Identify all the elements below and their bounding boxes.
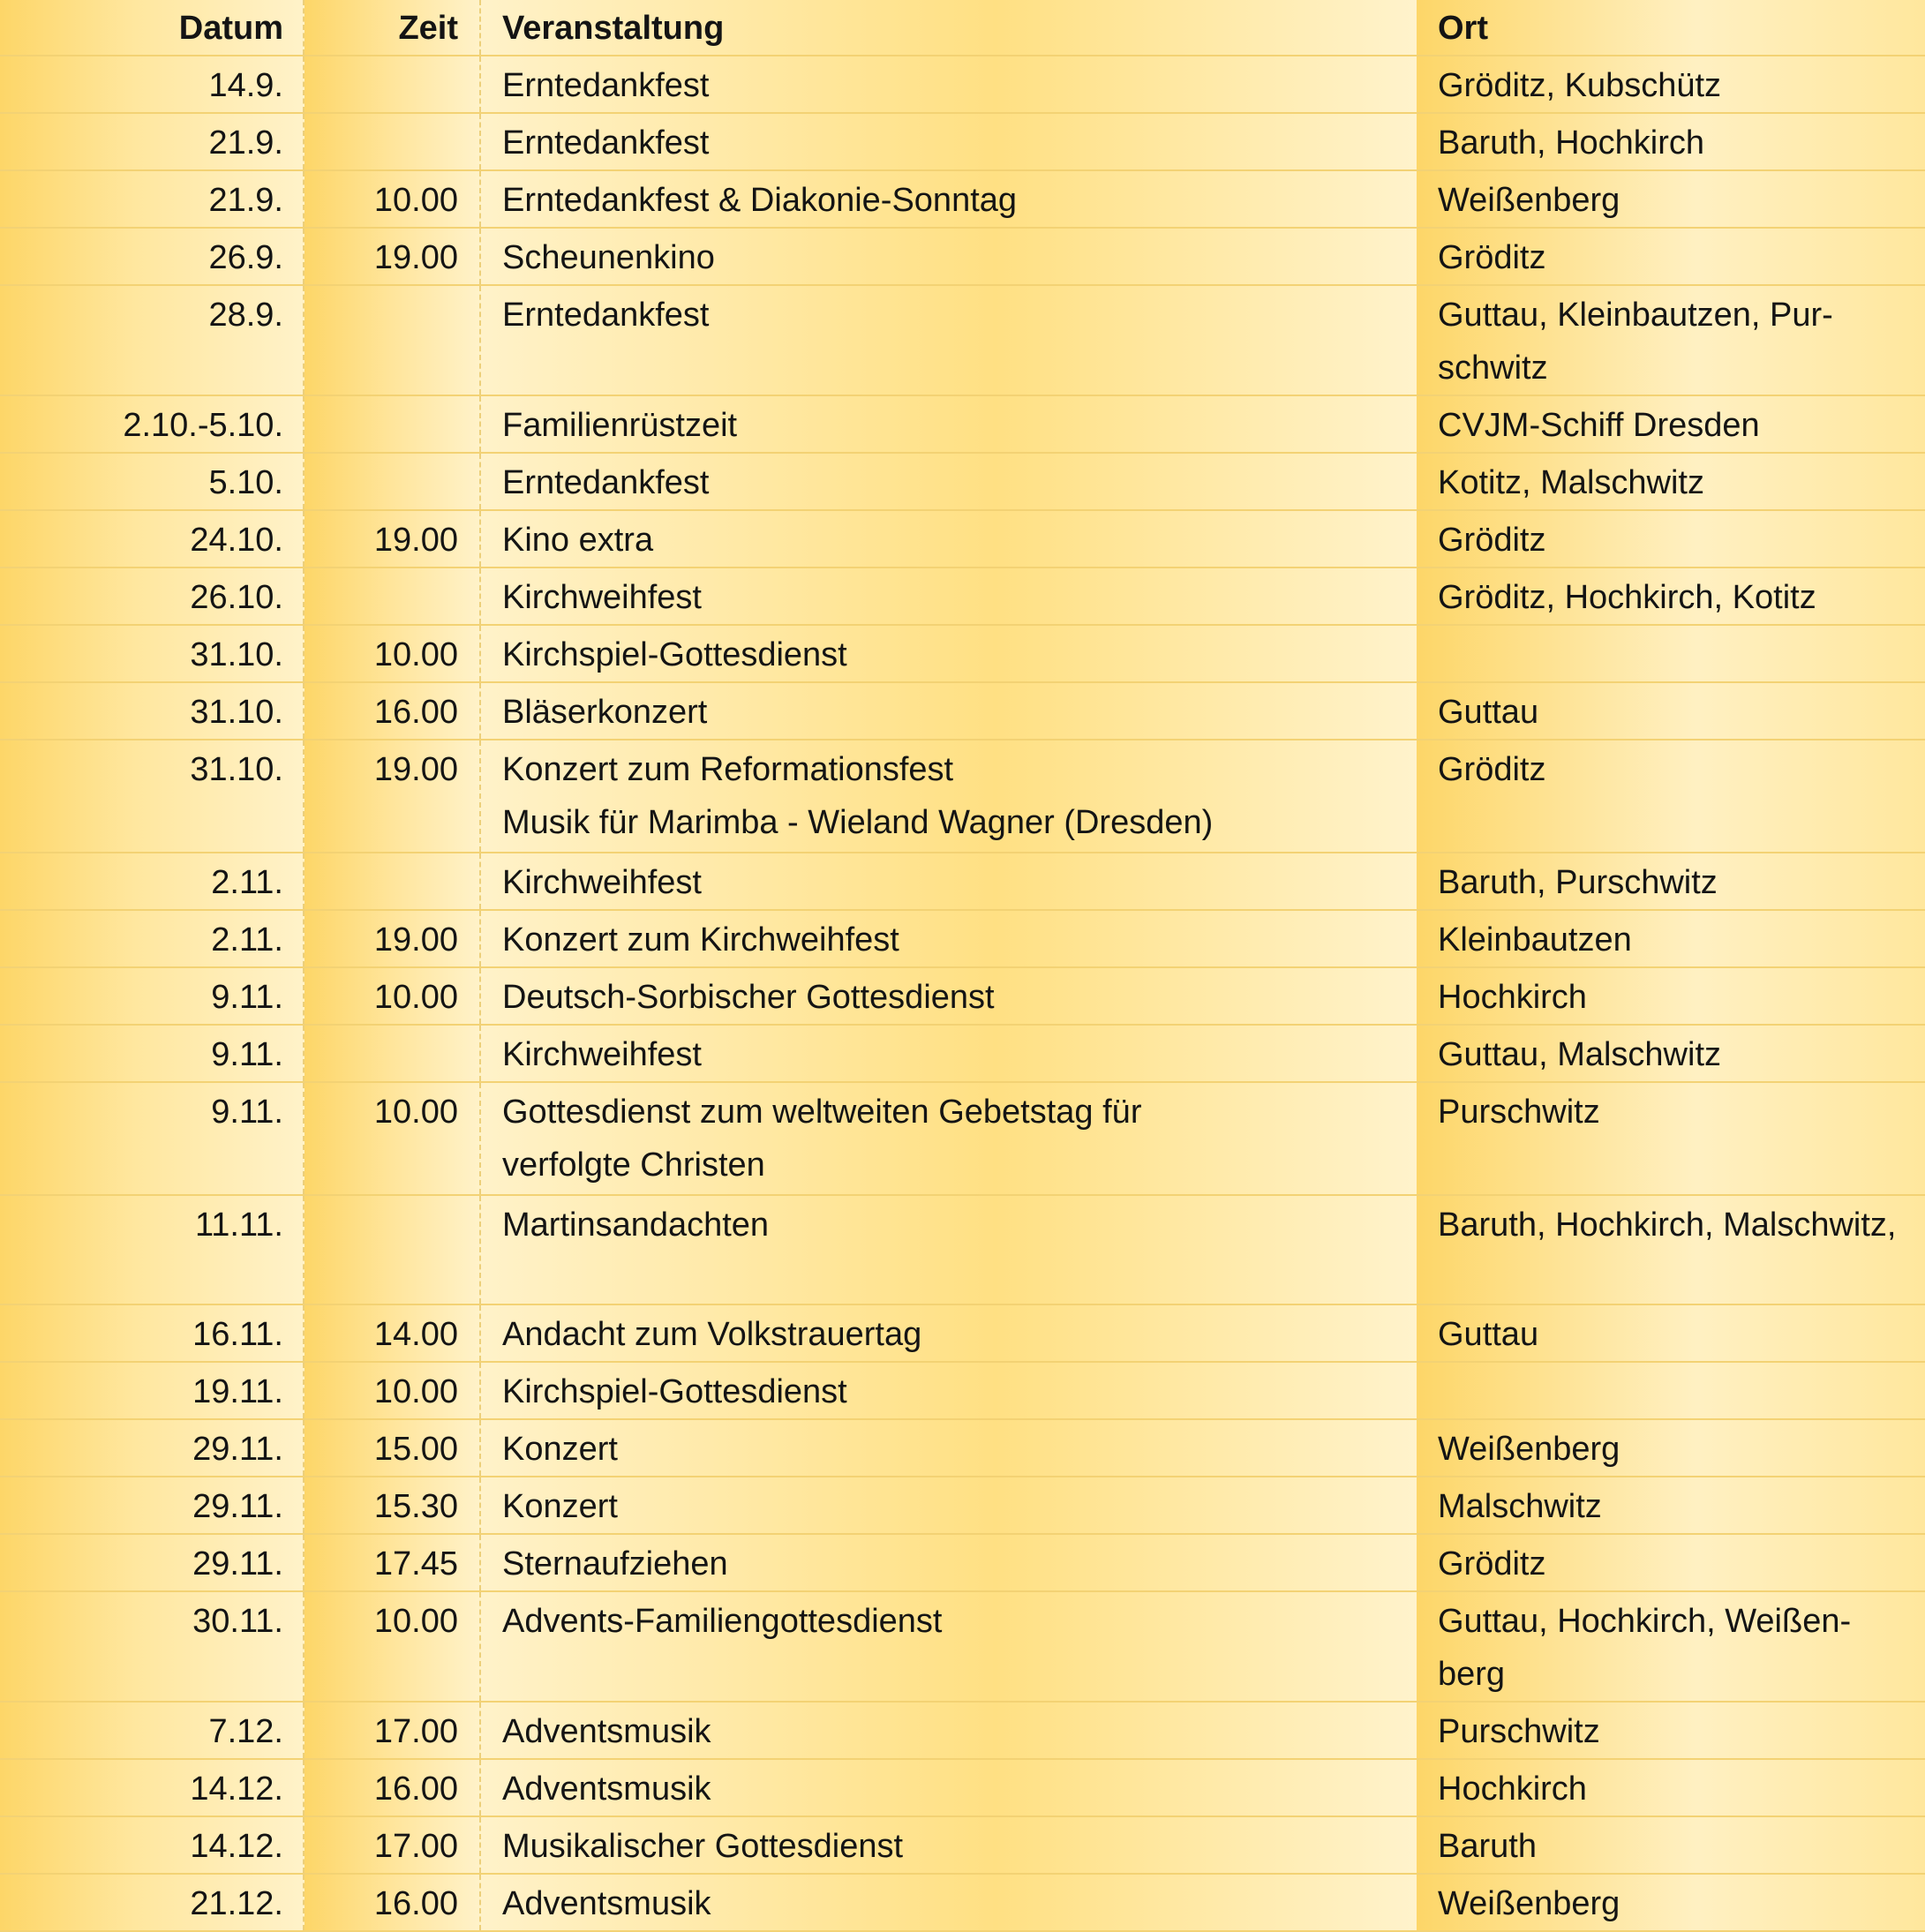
- cell-ort: Baruth, Purschwitz: [1417, 853, 1925, 910]
- cell-ort: Baruth, Hochkirch, Malschwitz,: [1417, 1195, 1925, 1304]
- table-row: [0, 1759, 1925, 1816]
- cell-ort: Weißenberg: [1417, 170, 1925, 228]
- cell-zeit: 10.00: [304, 1362, 480, 1419]
- cell-veranstaltung: Andacht zum Volkstrauertag: [480, 1304, 1417, 1362]
- header-row: [0, 0, 1925, 56]
- table-row: [0, 1304, 1925, 1362]
- cell-datum: 31.10.: [0, 740, 304, 853]
- table-body: [0, 56, 1925, 1931]
- table-row: [0, 1082, 1925, 1195]
- cell-veranstaltung: Erntedankfest: [480, 285, 1417, 395]
- cell-veranstaltung: Martinsandachten: [480, 1195, 1417, 1304]
- cell-veranstaltung: Familienrüstzeit: [480, 395, 1417, 453]
- table-row: [0, 967, 1925, 1025]
- table-row: [0, 1195, 1925, 1304]
- cell-veranstaltung: Bläserkonzert: [480, 682, 1417, 740]
- cell-zeit: 10.00: [304, 1591, 480, 1702]
- cell-datum: 26.9.: [0, 228, 304, 285]
- table-row: [0, 228, 1925, 285]
- table-row: [0, 740, 1925, 853]
- table-row: [0, 853, 1925, 910]
- table-row: [0, 1419, 1925, 1477]
- cell-datum: 30.11.: [0, 1591, 304, 1702]
- cell-datum: 14.9.: [0, 56, 304, 113]
- cell-ort: Gröditz: [1417, 740, 1925, 853]
- cell-zeit: 15.30: [304, 1477, 480, 1534]
- cell-veranstaltung: Adventsmusik: [480, 1874, 1417, 1931]
- cell-zeit: [304, 853, 480, 910]
- cell-zeit: 19.00: [304, 510, 480, 568]
- cell-veranstaltung: Kino extra: [480, 510, 1417, 568]
- cell-zeit: 16.00: [304, 1759, 480, 1816]
- table-row: [0, 910, 1925, 967]
- cell-datum: 21.9.: [0, 170, 304, 228]
- table-row: [0, 113, 1925, 170]
- cell-zeit: 19.00: [304, 228, 480, 285]
- cell-zeit: 19.00: [304, 740, 480, 853]
- cell-zeit: [304, 1195, 480, 1304]
- cell-zeit: 17.00: [304, 1702, 480, 1759]
- cell-ort: Gröditz: [1417, 228, 1925, 285]
- table-row: [0, 1702, 1925, 1759]
- cell-ort: Guttau, Malschwitz: [1417, 1025, 1925, 1082]
- cell-ort: CVJM-Schiff Dresden: [1417, 395, 1925, 453]
- cell-datum: 21.12.: [0, 1874, 304, 1931]
- header-datum: Datum: [0, 0, 304, 56]
- cell-ort: [1417, 1362, 1925, 1419]
- cell-zeit: [304, 453, 480, 510]
- cell-ort: Gröditz: [1417, 1534, 1925, 1591]
- cell-veranstaltung: Kirchspiel-Gottesdienst: [480, 1362, 1417, 1419]
- header-zeit: Zeit: [304, 0, 480, 56]
- cell-ort: Purschwitz: [1417, 1082, 1925, 1195]
- cell-datum: 29.11.: [0, 1419, 304, 1477]
- cell-veranstaltung: Advents-Familiengottesdienst: [480, 1591, 1417, 1702]
- cell-ort: Purschwitz: [1417, 1702, 1925, 1759]
- cell-veranstaltung: Kirchweihfest: [480, 568, 1417, 625]
- table-row: [0, 625, 1925, 682]
- header-veranstaltung: Veranstaltung: [480, 0, 1417, 56]
- cell-datum: 9.11.: [0, 1082, 304, 1195]
- cell-datum: 14.12.: [0, 1816, 304, 1874]
- cell-datum: 9.11.: [0, 967, 304, 1025]
- cell-zeit: 10.00: [304, 625, 480, 682]
- cell-veranstaltung: Konzert zum Kirchweihfest: [480, 910, 1417, 967]
- table-row: [0, 453, 1925, 510]
- table-row: [0, 568, 1925, 625]
- table-row: [0, 285, 1925, 395]
- cell-datum: 24.10.: [0, 510, 304, 568]
- cell-veranstaltung: Kirchweihfest: [480, 853, 1417, 910]
- cell-ort: Baruth: [1417, 1816, 1925, 1874]
- cell-veranstaltung: Musikalischer Gottesdienst: [480, 1816, 1417, 1874]
- cell-veranstaltung: Konzert: [480, 1419, 1417, 1477]
- table-row: [0, 1477, 1925, 1534]
- cell-datum: 9.11.: [0, 1025, 304, 1082]
- cell-zeit: [304, 395, 480, 453]
- cell-veranstaltung: Adventsmusik: [480, 1759, 1417, 1816]
- table-row: [0, 395, 1925, 453]
- cell-datum: 28.9.: [0, 285, 304, 395]
- cell-ort: Guttau, Kleinbautzen, Pur- schwitz: [1417, 285, 1925, 395]
- cell-ort: Malschwitz: [1417, 1477, 1925, 1534]
- cell-ort: Guttau: [1417, 1304, 1925, 1362]
- cell-ort: Gröditz, Kubschütz: [1417, 56, 1925, 113]
- cell-datum: 31.10.: [0, 625, 304, 682]
- table-row: [0, 1874, 1925, 1931]
- cell-ort: Gröditz, Hochkirch, Kotitz: [1417, 568, 1925, 625]
- cell-zeit: 15.00: [304, 1419, 480, 1477]
- cell-ort: Gröditz: [1417, 510, 1925, 568]
- cell-veranstaltung: Adventsmusik: [480, 1702, 1417, 1759]
- cell-zeit: 16.00: [304, 682, 480, 740]
- cell-zeit: 14.00: [304, 1304, 480, 1362]
- table-row: [0, 682, 1925, 740]
- cell-veranstaltung: Gottesdienst zum weltweiten Gebetstag für verfolgte Christen: [480, 1082, 1417, 1195]
- table-row: [0, 1362, 1925, 1419]
- cell-datum: 2.10.-5.10.: [0, 395, 304, 453]
- cell-ort: Weißenberg: [1417, 1874, 1925, 1931]
- table-row: [0, 510, 1925, 568]
- table-row: [0, 170, 1925, 228]
- header-ort: Ort: [1417, 0, 1925, 56]
- cell-datum: 11.11.: [0, 1195, 304, 1304]
- cell-zeit: 19.00: [304, 910, 480, 967]
- cell-zeit: 17.45: [304, 1534, 480, 1591]
- cell-veranstaltung: Erntedankfest: [480, 453, 1417, 510]
- cell-datum: 26.10.: [0, 568, 304, 625]
- cell-veranstaltung: Scheunenkino: [480, 228, 1417, 285]
- table-row: [0, 1591, 1925, 1702]
- cell-veranstaltung: Konzert: [480, 1477, 1417, 1534]
- cell-zeit: 10.00: [304, 967, 480, 1025]
- cell-ort: Hochkirch: [1417, 1759, 1925, 1816]
- cell-veranstaltung: Konzert zum Reformationsfest Musik für Marimba - Wieland Wagner (Dresden): [480, 740, 1417, 853]
- cell-zeit: [304, 568, 480, 625]
- cell-datum: 29.11.: [0, 1534, 304, 1591]
- cell-ort: Kotitz, Malschwitz: [1417, 453, 1925, 510]
- cell-zeit: [304, 285, 480, 395]
- cell-zeit: 17.00: [304, 1816, 480, 1874]
- cell-ort: Hochkirch: [1417, 967, 1925, 1025]
- cell-veranstaltung: Erntedankfest: [480, 113, 1417, 170]
- cell-veranstaltung: Sternaufziehen: [480, 1534, 1417, 1591]
- cell-zeit: [304, 113, 480, 170]
- cell-zeit: [304, 1025, 480, 1082]
- table-row: [0, 1816, 1925, 1874]
- cell-zeit: [304, 56, 480, 113]
- cell-veranstaltung: Erntedankfest & Diakonie-Sonntag: [480, 170, 1417, 228]
- cell-ort: Baruth, Hochkirch: [1417, 113, 1925, 170]
- cell-datum: 2.11.: [0, 910, 304, 967]
- cell-veranstaltung: Erntedankfest: [480, 56, 1417, 113]
- cell-datum: 14.12.: [0, 1759, 304, 1816]
- cell-veranstaltung: Kirchspiel-Gottesdienst: [480, 625, 1417, 682]
- cell-datum: 5.10.: [0, 453, 304, 510]
- cell-ort: Guttau: [1417, 682, 1925, 740]
- table-row: [0, 1534, 1925, 1591]
- cell-ort: Guttau, Hochkirch, Weißen- berg: [1417, 1591, 1925, 1702]
- cell-zeit: 10.00: [304, 170, 480, 228]
- cell-ort: Kleinbautzen: [1417, 910, 1925, 967]
- cell-datum: 7.12.: [0, 1702, 304, 1759]
- cell-datum: 16.11.: [0, 1304, 304, 1362]
- cell-datum: 19.11.: [0, 1362, 304, 1419]
- cell-datum: 2.11.: [0, 853, 304, 910]
- cell-veranstaltung: Kirchweihfest: [480, 1025, 1417, 1082]
- cell-datum: 29.11.: [0, 1477, 304, 1534]
- table-row: [0, 56, 1925, 113]
- cell-ort: [1417, 625, 1925, 682]
- cell-veranstaltung: Deutsch-Sorbischer Gottesdienst: [480, 967, 1417, 1025]
- cell-zeit: 16.00: [304, 1874, 480, 1931]
- cell-datum: 31.10.: [0, 682, 304, 740]
- table-row: [0, 1025, 1925, 1082]
- cell-datum: 21.9.: [0, 113, 304, 170]
- cell-ort: Weißenberg: [1417, 1419, 1925, 1477]
- cell-zeit: 10.00: [304, 1082, 480, 1195]
